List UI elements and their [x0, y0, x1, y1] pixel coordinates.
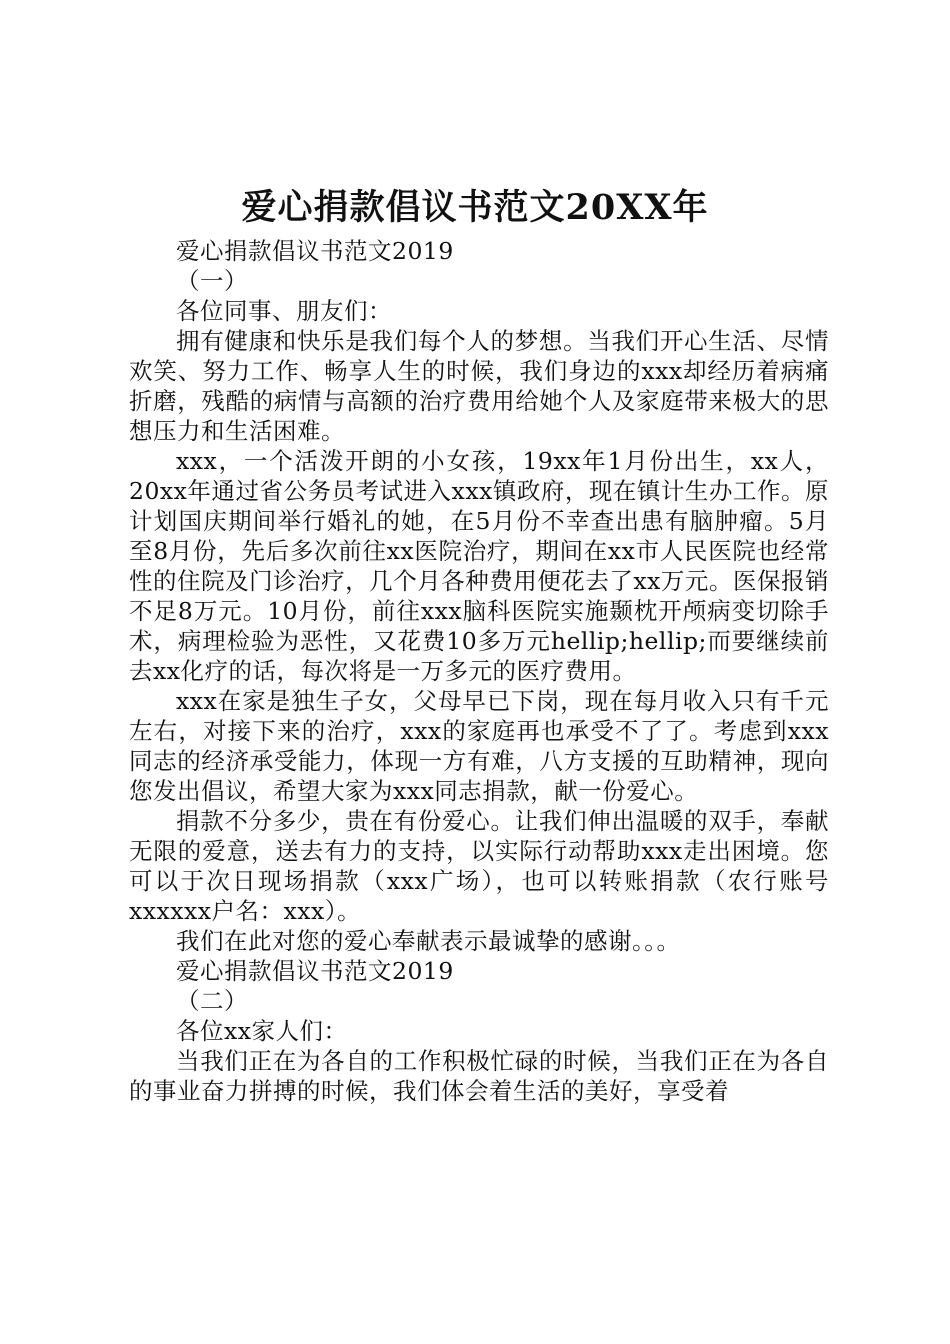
section-heading: 爱心捐款倡议书范文2019: [176, 957, 454, 985]
body-paragraph: 捐款不分多少，贵在有份爱心。让我们伸出温暖的双手，奉献无限的爱意，送去有力的支持，以实际行动帮助xxx走出困境。您可以于次日现场捐款（xxx广场），也可以转账捐款（农行账号xxxxxx户名：xxx）。: [129, 807, 829, 925]
body-paragraph: 当我们正在为各自的工作积极忙碌的时候，当我们正在为各自的事业奋力拼搏的时候，我们体会着生活的美好，享受着: [129, 1047, 829, 1105]
body-paragraph: 拥有健康和快乐是我们每个人的梦想。当我们开心生活、尽情欢笑、努力工作、畅享人生的时候，我们身边的xxx却经历着病痛折磨，残酷的病情与高额的治疗费用给她个人及家庭带来极大的思想压力和生活困难。: [129, 327, 829, 445]
closing-line: 我们在此对您的爱心奉献表示最诚挚的感谢。。。: [176, 927, 681, 955]
document-body: [129, 236, 829, 1106]
salutation: 各位xx家人们：: [176, 1017, 348, 1045]
section-number: （二）: [176, 987, 248, 1015]
salutation: 各位同事、朋友们：: [176, 297, 392, 325]
body-paragraph: xxx，一个活泼开朗的小女孩，19xx年1月份出生，xx人，20xx年通过省公务员考试进入xxx镇政府，现在镇计生办工作。原计划国庆期间举行婚礼的她，在5月份不幸查出患有脑肿瘤。5月至8月份，先后多次前往xx医院治疗，期间在xx市人民医院也经常性的住院及门诊治疗，几个月各种费用便花去了xx万元。医保报销不足8万元。10月份，前往xxx脑科医院实施颞枕开颅病变切除手术，病理检验为恶性，又花费10多万元hellip;hellip;而要继续前去xx化疗的话，每次将是一万多元的医疗费用。: [129, 447, 829, 685]
section-number: （一）: [176, 267, 248, 295]
section-heading: 爱心捐款倡议书范文2019: [176, 237, 454, 265]
document-title: 爱心捐款倡议书范文20XX年: [241, 187, 709, 228]
body-paragraph: xxx在家是独生子女，父母早已下岗，现在每月收入只有千元左右，对接下来的治疗，xxx的家庭再也承受不了了。考虑到xxx同志的经济承受能力，体现一方有难，八方支援的互助精神，现向您发出倡议，希望大家为xxx同志捐款，献一份爱心。: [129, 687, 829, 805]
